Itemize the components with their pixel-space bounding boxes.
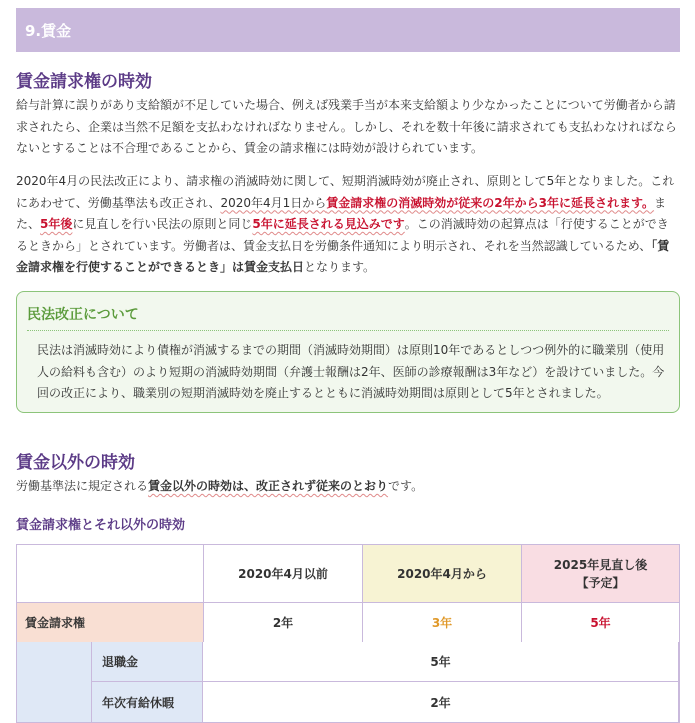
row-label-paid-leave: 年次有給休暇 [92,682,203,722]
retirement-value: 5年 [203,642,679,682]
para2-prospect-emphasis: 5年に延長される見込みです [252,217,405,231]
row-label-retirement: 退職金 [92,642,203,682]
para2-extension-emphasis: 賃金請求権の消滅時効が従来の2年から3年に延長されます。 [326,195,655,210]
table-title: 賃金請求権とそれ以外の時効 [16,518,186,533]
section-title: 9.賃金 [25,21,72,40]
para2-five-years-emphasis: 5年後 [40,217,73,231]
other-text: 労働基準法に規定される [16,479,149,493]
wage-now: 3年 [363,603,522,643]
para2-date-underlined: 2020年4月1日から [220,195,327,210]
wage-before: 2年 [204,603,363,643]
wage-claim-paragraph-1: 給与計算に誤りがあり支給額が不足していた場合、例えば残業手当が本来支給額より少なかったことについて労働者から請求されたら、企業は当然不足額を支払わなければなりません。しかし、それを数十年後に請求されても支払わなければならないとすることは不合理であることから、賃金の請求権には時効が設けられています。 [16,98,677,155]
row-label-wage: 賃金請求権 [17,603,204,643]
wage-claim-heading: 賃金請求権の時効 [16,72,152,92]
civil-law-callout [16,291,680,413]
section-header [16,8,680,52]
para2-text: に見直しを行い民法の原則と同じ [72,217,253,231]
para2-text: となります。 [304,260,376,274]
other-limits-paragraph [16,476,680,498]
header-before: 2020年4月以前 [204,545,363,603]
para2-text: また、 [16,195,667,231]
sub-rows-overlay [16,642,679,722]
header-future-line1: 2025年見直し後 [553,557,648,572]
callout-title: 民法改正について [27,304,669,331]
callout-body: 民法は消滅時効により債権が消滅するまでの期間（消滅時効期間）は原則10年であるとしつつ例外的に職業別（使用人の給料も含む）のより短期の消滅時効期間（弁護士報酬は2年、医師の診療報酬は3年など）を設けていました。今回の改正により、職業別の短期消滅時効を廃止するとともに消滅時効期間は原則として5年とされました。 [37,343,665,400]
other-unchanged-emphasis: 賃金以外の時効は、改正されず従来のとおり [148,479,389,493]
paid-leave-value: 2年 [203,682,679,722]
para2-text: 2020年4月の民法改正により、請求権の消滅時効に関して、短期消滅時効が廃止され、原則として5年となりました。これにあわせて、労働基準法も改正され、 [16,174,675,210]
table-header-row [17,545,680,603]
header-blank-cell [17,545,204,603]
header-future [522,545,680,603]
other-text: です。 [388,479,424,493]
header-future-line2: 【予定】 [576,575,625,590]
other-limits-heading: 賃金以外の時効 [16,453,135,473]
header-now: 2020年4月から [363,545,522,603]
para2-text: 。この消滅時効の起算点は「行使することができるときから」とされています。労働者は、賃金支払日を労働条件通知により明示され、それを当然認識しているため、 [16,217,669,253]
wage-future: 5年 [522,603,680,643]
other-group-label [16,642,92,722]
wage-claim-paragraph-2 [16,171,680,279]
table-row [17,603,680,643]
para2-payday-emphasis: 「賃金請求権を行使することができるとき」は賃金支払日 [16,238,670,274]
